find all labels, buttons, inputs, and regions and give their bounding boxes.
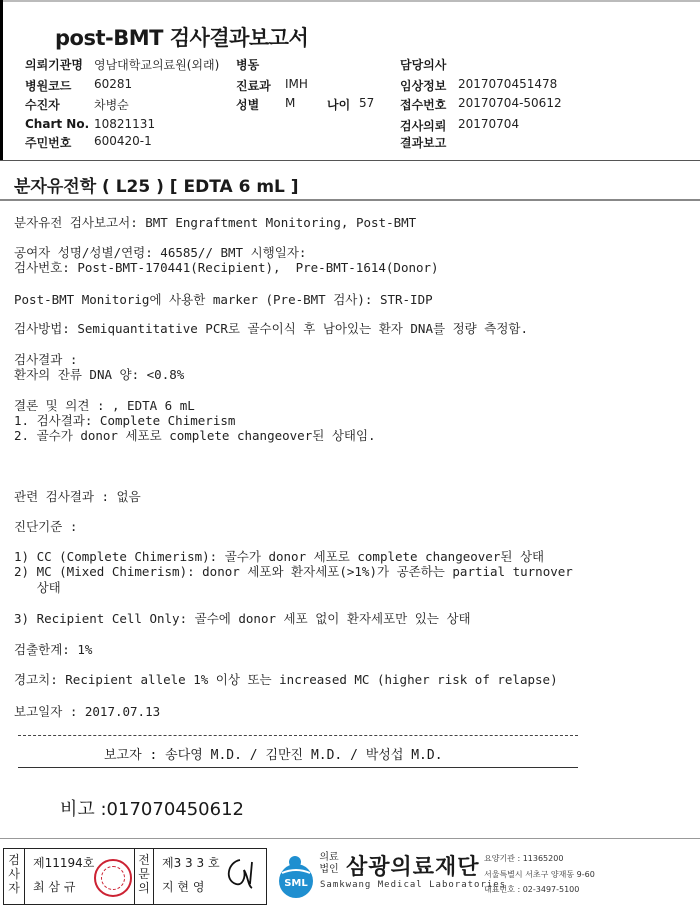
header-divider — [0, 160, 700, 161]
header-label: 접수번호 — [400, 98, 447, 112]
report-title: post-BMT 검사결과보고서 — [55, 26, 309, 50]
donor-line: 공여자 성명/성별/연령: 46585// BMT 시행일자: — [14, 245, 307, 260]
org-english-name: Samkwang Medical Laboratories — [320, 880, 507, 890]
left-border — [0, 0, 3, 161]
warning-value: 경고치: Recipient allele 1% 이상 또는 increased MC (higher risk of relapse) — [14, 672, 558, 687]
divider-solid — [18, 767, 578, 768]
header-label: 병동 — [236, 58, 260, 72]
conclusion-item: 2. 골수가 donor 세포로 complete changeover된 상태임. — [14, 428, 376, 443]
examiner-license: 제11194호 — [33, 856, 95, 870]
header-label: 주민번호 — [25, 136, 72, 150]
criteria-item: 1) CC (Complete Chimerism): 골수가 donor 세포로 complete changeover된 상태 — [14, 549, 545, 564]
sml-logo-icon — [272, 853, 320, 901]
header-value: 2017070451478 — [458, 77, 558, 91]
specialist-label: 전 문 의 — [138, 853, 150, 895]
header-label: 검사의뢰 — [400, 119, 447, 133]
header-value: 57 — [359, 96, 375, 110]
header-value: 600420-1 — [94, 134, 152, 148]
criteria-item: 2) MC (Mixed Chimerism): donor 세포와 환자세포(>1%)가 공존하는 partial turnover — [14, 564, 573, 579]
conclusion-label: 결론 및 의견 : , EDTA 6 mL — [14, 398, 195, 413]
specialist-license: 제3 3 3 호 — [162, 856, 220, 870]
section-divider — [0, 199, 700, 201]
header-label: 수진자 — [25, 98, 60, 112]
section-title: 분자유전학 ( L25 ) [ EDTA 6 mL ] — [14, 177, 299, 197]
top-border — [0, 0, 700, 2]
report-date: 보고일자 : 2017.07.13 — [14, 704, 161, 719]
org-reg: 요양기관 : 11365200 — [484, 854, 564, 863]
specialist-name: 지 현 영 — [162, 880, 205, 894]
org-name: 삼광의료재단 — [346, 855, 480, 880]
id-line: 검사번호: Post-BMT-170441(Recipient), Pre-BMT-1614(Donor) — [14, 260, 439, 275]
header-label: 성별 — [236, 98, 260, 112]
header-value: 20170704-50612 — [458, 96, 562, 110]
org-tel: 대표번호 : 02-3497-5100 — [484, 885, 580, 894]
org-tag: 의료 법인 — [319, 852, 339, 875]
header-label: 병원코드 — [25, 79, 72, 93]
criteria-item-cont: 상태 — [14, 580, 61, 595]
result-value: 환자의 잔류 DNA 양: <0.8% — [14, 367, 185, 382]
method-line: 검사방법: Semiquantitative PCR로 골수이식 후 남아있는 환자 DNA를 정량 측정함. — [14, 321, 528, 336]
header-label: 임상정보 — [400, 79, 447, 93]
examiner-name: 최 삼 규 — [33, 880, 76, 894]
footer-divider — [0, 838, 700, 839]
box-divider — [24, 848, 25, 904]
header-value: 60281 — [94, 77, 133, 91]
box-divider — [134, 848, 135, 904]
header-value: IMH — [285, 77, 308, 91]
detection-limit: 검출한계: 1% — [14, 642, 93, 657]
header-value: 차병순 — [94, 98, 129, 112]
marker-line: Post-BMT Monitorig에 사용한 marker (Pre-BMT 검사): STR-IDP — [14, 292, 433, 307]
header-label: 진료과 — [236, 79, 271, 93]
criteria-label: 진단기준 : — [14, 519, 78, 534]
criteria-item: 3) Recipient Cell Only: 골수에 donor 세포 없이 환자세포만 있는 상태 — [14, 611, 471, 626]
result-label: 검사결과 : — [14, 352, 78, 367]
header-label: 나이 — [327, 98, 351, 112]
remark: 비고 :017070450612 — [60, 799, 244, 820]
conclusion-item: 1. 검사결과: Complete Chimerism — [14, 413, 236, 428]
header-label: 담당의사 — [400, 58, 447, 72]
header-label: Chart No. — [25, 117, 90, 131]
svg-text:SML: SML — [284, 878, 308, 889]
header-label: 결과보고 — [400, 136, 447, 150]
related-results: 관련 검사결과 : 없음 — [14, 489, 141, 504]
org-address: 서울특별시 서초구 양재동 9-60 — [484, 870, 595, 879]
header-value: 10821131 — [94, 117, 156, 131]
header-value: M — [285, 96, 296, 110]
report-line: 분자유전 검사보고서: BMT Engraftment Monitoring, Post-BMT — [14, 215, 417, 230]
header-label: 의뢰기관명 — [25, 58, 83, 72]
examiner-label: 검 사 자 — [8, 853, 20, 895]
seal-stamp — [94, 859, 132, 897]
header-value: 영남대학교의료원(외래) — [94, 58, 220, 72]
reporters: 보고자 : 송다영 M.D. / 김만진 M.D. / 박성섭 M.D. — [104, 748, 443, 763]
header-value: 20170704 — [458, 117, 520, 131]
divider-dashed — [18, 735, 578, 736]
box-divider — [153, 848, 154, 904]
signature — [222, 856, 260, 896]
